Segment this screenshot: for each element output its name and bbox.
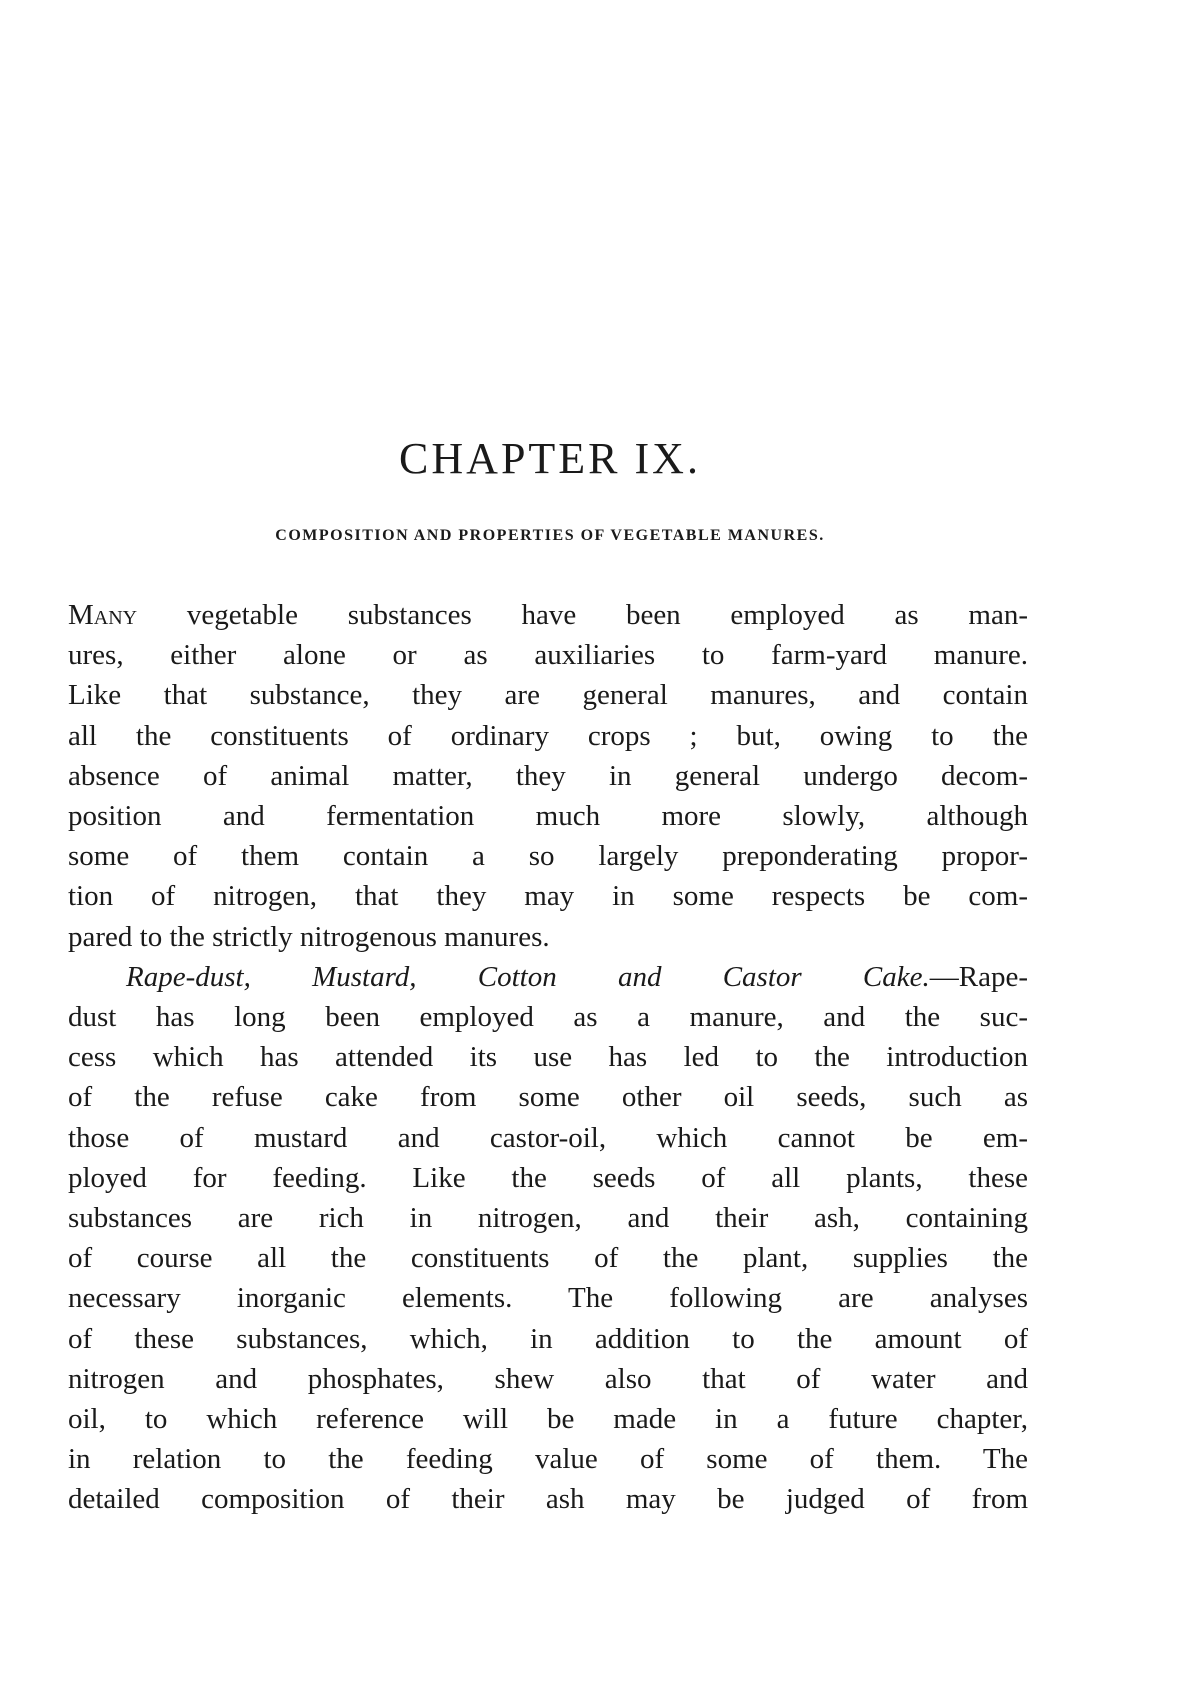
- text-line: Like that substance, they are general manures, and contain: [68, 679, 1028, 712]
- text-line: cess which has attended its use has led to the introduction: [68, 1041, 1028, 1074]
- text-line: substances are rich in nitrogen, and their ash, containing: [68, 1202, 1028, 1235]
- text-line: ployed for feeding. Like the seeds of all plants, these: [68, 1161, 1028, 1194]
- paragraph-lead-word: Many: [68, 599, 138, 631]
- text-line: all the constituents of ordinary crops ; but, owing to the: [68, 719, 1028, 752]
- text-line-rest: —Rape-: [929, 960, 1028, 993]
- text-line: ures, either alone or as auxiliaries to farm-yard manure.: [68, 639, 1028, 672]
- text-line: those of mustard and castor-oil, which cannot be em-: [68, 1121, 1028, 1154]
- text-line: [68, 957, 1028, 997]
- text-line: nitrogen and phosphates, shew also that of water and: [68, 1362, 1028, 1395]
- text-line: of these substances, which, in addition to the amount of: [68, 1322, 1028, 1355]
- text-line: position and fermentation much more slowly, although: [68, 800, 1028, 833]
- chapter-subtitle: COMPOSITION AND PROPERTIES OF VEGETABLE MANURES.: [275, 527, 825, 544]
- text-line: some of them contain a so largely preponderating propor-: [68, 840, 1028, 873]
- body-text: [68, 595, 1028, 1520]
- section-heading: Rape-dust, Mustard, Cotton and Castor Cake.: [126, 960, 930, 993]
- text-line: dust has long been employed as a manure, and the suc-: [68, 1001, 1028, 1034]
- text-line: [68, 595, 1028, 635]
- chapter-title: CHAPTER IX.: [399, 434, 701, 483]
- text-line: of course all the constituents of the plant, supplies the: [68, 1242, 1028, 1275]
- text-line: of the refuse cake from some other oil seeds, such as: [68, 1081, 1028, 1114]
- text-line: necessary inorganic elements. The following are analyses: [68, 1282, 1028, 1315]
- text-line: oil, to which reference will be made in a future chapter,: [68, 1403, 1028, 1436]
- text-line: in relation to the feeding value of some of them. The: [68, 1443, 1028, 1476]
- text-line-rest: vegetable substances have been employed as man-: [137, 599, 1028, 631]
- text-line: absence of animal matter, they in general undergo decom-: [68, 759, 1028, 792]
- text-line: pared to the strictly nitrogenous manures.: [68, 920, 550, 953]
- text-line: tion of nitrogen, that they may in some respects be com-: [68, 880, 1028, 913]
- text-line: detailed composition of their ash may be judged of from: [68, 1483, 1028, 1516]
